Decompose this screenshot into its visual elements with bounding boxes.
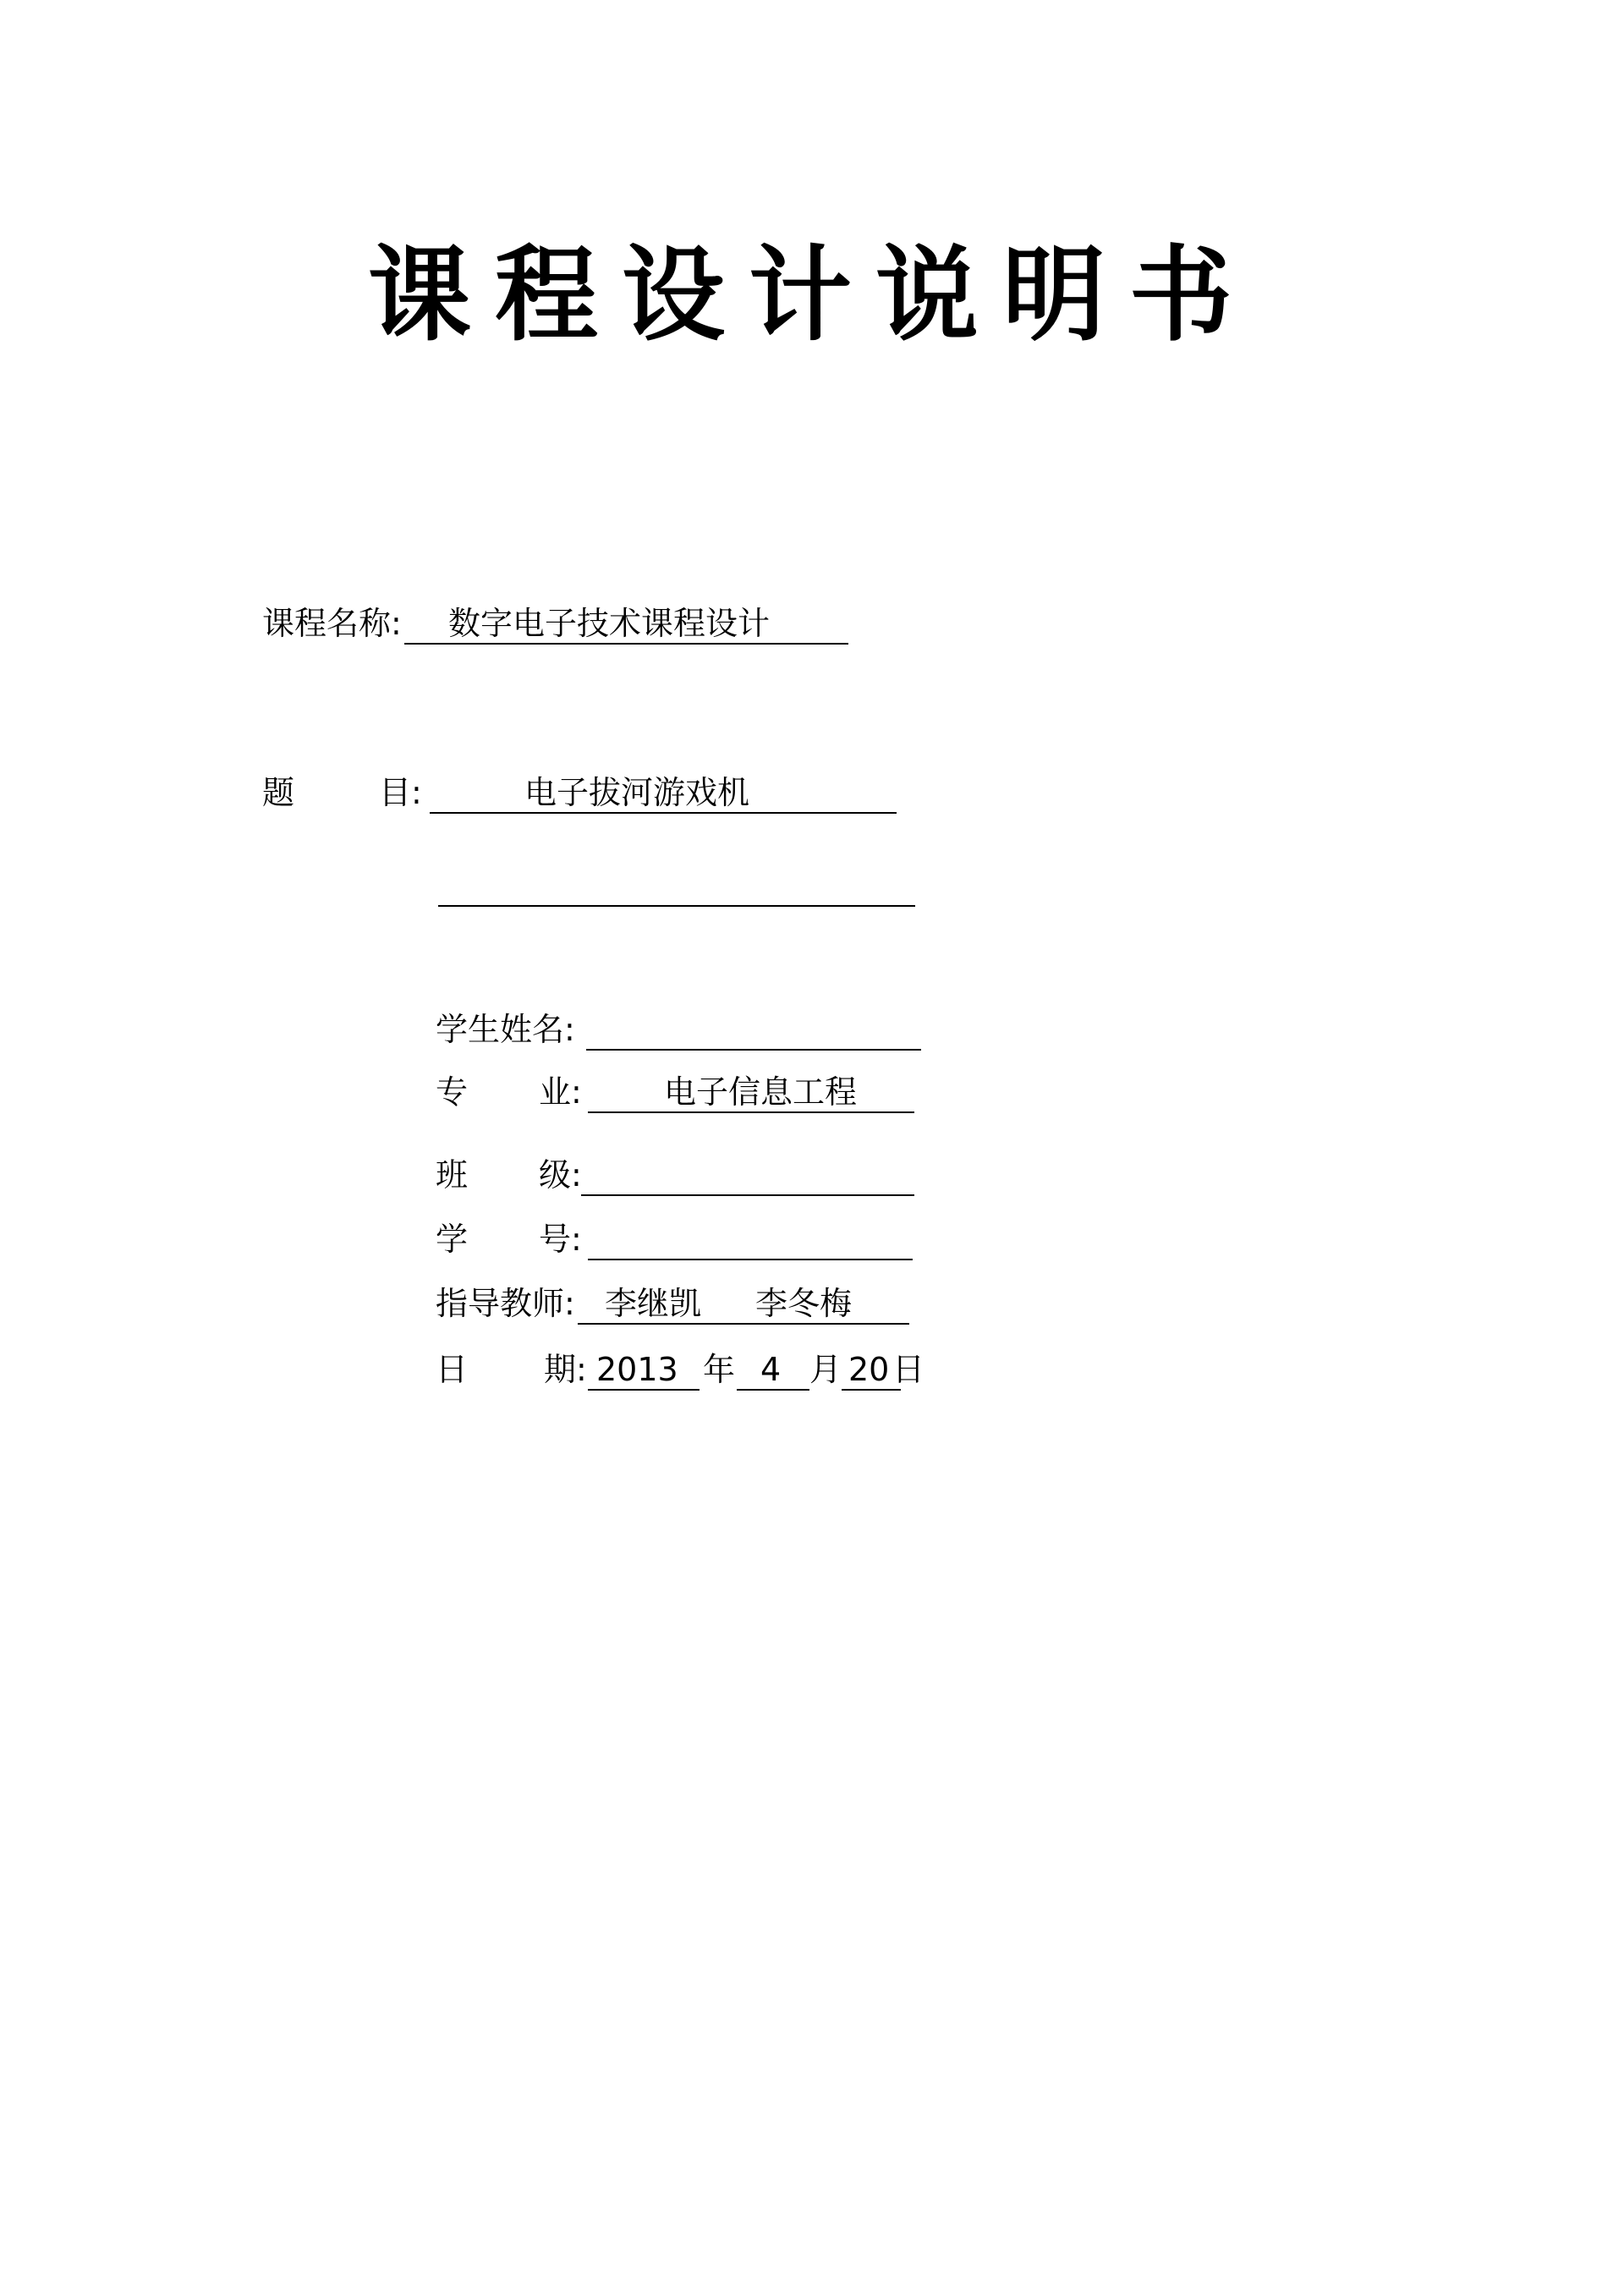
topic-value: 电子拔河游戏机 [524,774,750,811]
class-label-char-2: 级: [539,1156,582,1194]
date-row [436,1353,943,1392]
class-blank [581,1159,914,1196]
student-id-label-char-1: 学 [436,1221,469,1258]
date-year-value: 2013 [596,1351,678,1388]
document-title: 课程设计说明书 [368,235,1256,355]
student-name-label: 学生姓名: [436,1011,575,1048]
topic-continuation-blank [438,870,915,907]
course-name-row [262,607,854,646]
advisor-row [436,1287,926,1326]
advisor-label: 指导教师: [436,1285,575,1322]
major-label-char-2: 业: [539,1073,582,1111]
course-name-value: 数字电子技术课程设计 [448,605,771,642]
date-month-unit: 月 [809,1351,842,1388]
student-id-blank [588,1223,913,1260]
advisor-name-2: 李冬梅 [755,1285,853,1322]
class-label-char-1: 班 [436,1156,469,1194]
class-row [436,1156,926,1198]
topic-label-char-1: 题 [262,774,295,811]
student-name-blank [586,1013,921,1051]
date-day-value: 20 [848,1351,890,1388]
major-value: 电子信息工程 [664,1073,858,1111]
major-label-char-1: 专 [436,1073,469,1111]
course-name-label: 课程名称: [262,605,402,642]
date-year-unit: 年 [703,1351,736,1388]
major-row [436,1073,926,1115]
topic-row [262,774,905,815]
date-day-unit: 日 [892,1351,925,1388]
student-id-label-char-2: 号: [539,1221,582,1258]
student-name-row [436,1013,926,1052]
student-id-row [436,1223,926,1262]
date-label-char-1: 日 [436,1351,469,1388]
advisor-name-1: 李继凯 [605,1285,702,1322]
topic-label-char-2: 目: [379,774,422,811]
date-label-char-2: 期: [544,1351,587,1388]
date-month-value: 4 [760,1351,782,1388]
